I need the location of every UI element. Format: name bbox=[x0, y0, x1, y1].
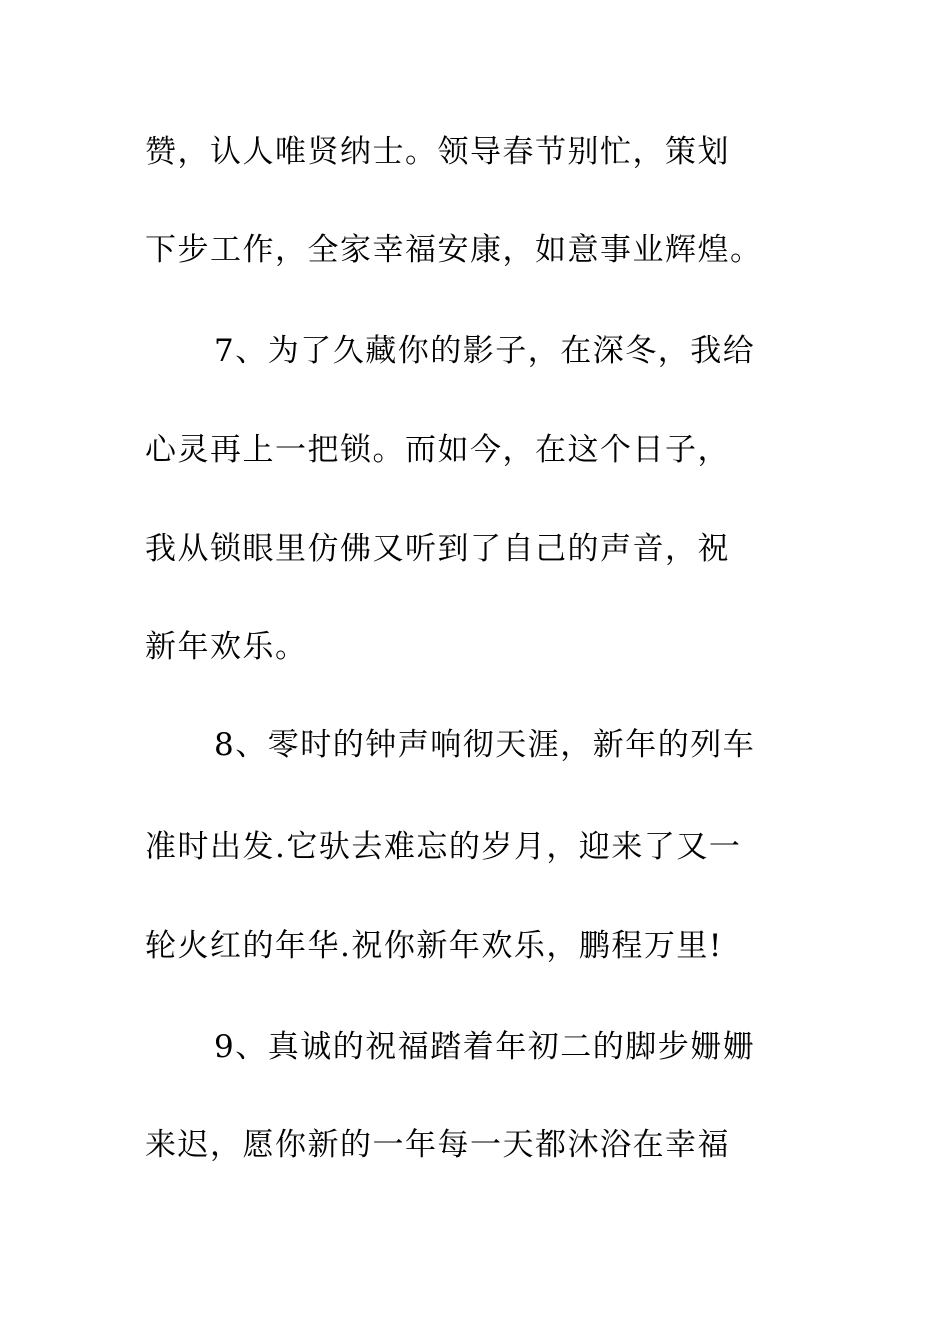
text-line: 新年欢乐。 bbox=[145, 629, 308, 665]
text-line: 下步工作，全家幸福安康，如意事业辉煌。 bbox=[145, 232, 763, 268]
text-line: 我从锁眼里仿佛又听到了自己的声音，祝 bbox=[145, 531, 730, 567]
text-line: 来迟，愿你新的一年每一天都沐浴在幸福 bbox=[145, 1127, 730, 1163]
text-line: 轮火红的年华.祝你新年欢乐，鹏程万里! bbox=[145, 928, 723, 964]
text-line: 准时出发.它驮去难忘的岁月，迎来了又一 bbox=[145, 829, 742, 865]
text-line: 心灵再上一把锁。而如今，在这个日子， bbox=[145, 432, 730, 468]
paragraph-7-start: 7、为了久藏你的影子，在深冬，我给 bbox=[214, 333, 756, 369]
paragraph-8-start: 8、零时的钟声响彻天涯，新年的列车 bbox=[214, 727, 756, 763]
text-line: 赞，认人唯贤纳士。领导春节别忙，策划 bbox=[145, 134, 730, 170]
paragraph-9-start: 9、真诚的祝福踏着年初二的脚步姗姗 bbox=[214, 1029, 756, 1065]
